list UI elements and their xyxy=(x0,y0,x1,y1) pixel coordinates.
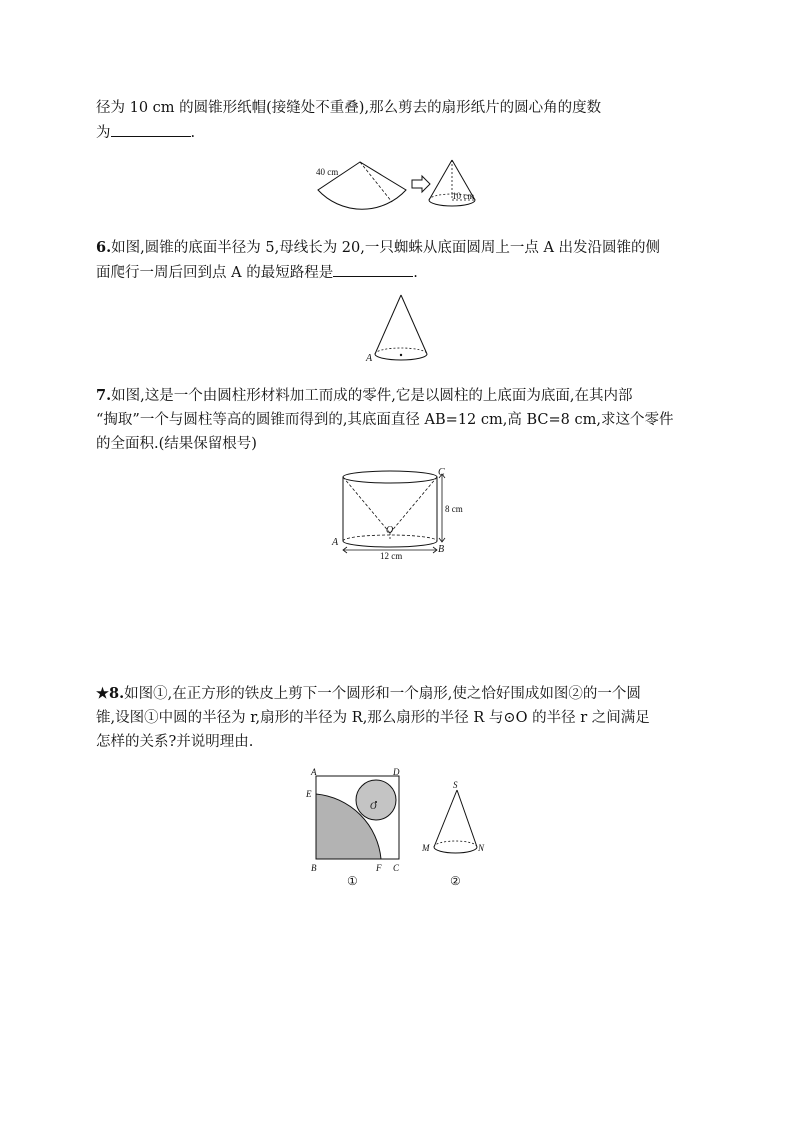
q7-number: 7. xyxy=(96,387,112,404)
q7-label-o: O xyxy=(386,525,394,536)
q8-label-o: O xyxy=(370,801,377,811)
q7-cone-edge-right xyxy=(390,477,437,533)
q6-line-2-end: . xyxy=(413,265,418,281)
q5-sector-label: 40 cm xyxy=(316,167,339,177)
q7-label-a: A xyxy=(332,537,339,548)
q7-line-1 xyxy=(96,386,632,406)
q8-label-f: F xyxy=(376,863,382,873)
q6-answer-blank[interactable] xyxy=(333,262,413,277)
q6-line-2-prefix: 面爬行一周后回到点 A 的最短路程是 xyxy=(96,265,334,281)
q8-label-b: B xyxy=(311,863,317,873)
q7-cylinder-bottom-front xyxy=(343,541,437,547)
q7-line-2: “掏取”一个与圆柱等高的圆锥而得到的,其底面直径 AB=12 cm,高 BC=8 cm,求这个零件 xyxy=(96,412,674,428)
q6-cone-side-right xyxy=(401,295,427,354)
q8-label-m: M xyxy=(422,843,430,853)
q5-line-2 xyxy=(96,122,195,143)
q8-label-d: D xyxy=(393,767,400,777)
q7-height-label: 8 cm xyxy=(445,504,463,514)
q8-figure-1 xyxy=(304,764,408,888)
q8-label-s: S xyxy=(453,780,458,790)
q8-label-e: E xyxy=(306,789,312,799)
q7-line-3: 的全面积.(结果保留根号) xyxy=(96,436,257,452)
q5-line-1: 径为 10 cm 的圆锥形纸帽(接缝处不重叠),那么剪去的扇形纸片的圆心角的度数 xyxy=(96,100,602,116)
q8-text-1: 如图①,在正方形的铁皮上剪下一个圆形和一个扇形,使之恰好围成如图②的一个圆 xyxy=(124,686,641,702)
q6-line-1 xyxy=(96,238,660,258)
q8-cone-base-front xyxy=(434,847,477,853)
q7-cone-edge-left xyxy=(343,477,390,533)
q5-figure xyxy=(312,158,492,220)
q7-cylinder-top xyxy=(343,471,437,483)
q8-line-2: 锥,设图①中圆的半径为 r,扇形的半径为 R,那么扇形的半径 R 与⊙O 的半径 r 之间满足 xyxy=(96,710,650,726)
q5-line-2-prefix: 为 xyxy=(96,125,111,141)
q8-line-3: 怎样的关系?并说明理由. xyxy=(96,734,254,750)
q7-text-1: 如图,这是一个由圆柱形材料加工而成的零件,它是以圆柱的上底面为底面,在其内部 xyxy=(111,388,633,404)
q5-arrow-icon xyxy=(412,176,430,192)
q8-figure-2 xyxy=(420,780,490,888)
q6-line-2 xyxy=(96,262,418,283)
q7-label-b: B xyxy=(438,544,445,555)
q7-figure xyxy=(330,466,465,566)
q6-number: 6. xyxy=(96,239,112,256)
q8-inscribed-circle xyxy=(356,780,396,820)
q6-text-1: 如图,圆锥的底面半径为 5,母线长为 20,一只蜘蛛从底面圆周上一点 A 出发沿圆锥的侧 xyxy=(111,240,661,256)
q5-cone-label: 10 cm xyxy=(452,191,475,201)
q8-cone-side-left xyxy=(434,790,457,847)
q6-cone-side-left xyxy=(375,295,401,354)
q5-line-2-end: . xyxy=(190,125,196,141)
q8-cone-side-right xyxy=(457,790,477,847)
q8-label-n: N xyxy=(478,843,485,853)
q8-label-a: A xyxy=(311,767,317,777)
q6-cone-base-back xyxy=(375,348,427,354)
q8-figure-2-caption: ② xyxy=(450,874,461,888)
q8-label-c: C xyxy=(393,863,400,873)
q5-answer-blank[interactable] xyxy=(111,122,191,137)
q6-base-center-dot xyxy=(400,354,402,356)
q6-figure xyxy=(366,294,436,366)
q7-width-label: 12 cm xyxy=(380,551,403,561)
q6-point-a: A xyxy=(366,353,373,364)
q5-sector-cut-line xyxy=(360,162,392,202)
q7-label-c: C xyxy=(438,467,445,478)
q8-cone-base-back xyxy=(434,841,477,847)
q8-line-1 xyxy=(96,684,641,704)
q8-figure-1-caption: ① xyxy=(347,874,358,888)
q8-number: ★8. xyxy=(96,685,125,702)
